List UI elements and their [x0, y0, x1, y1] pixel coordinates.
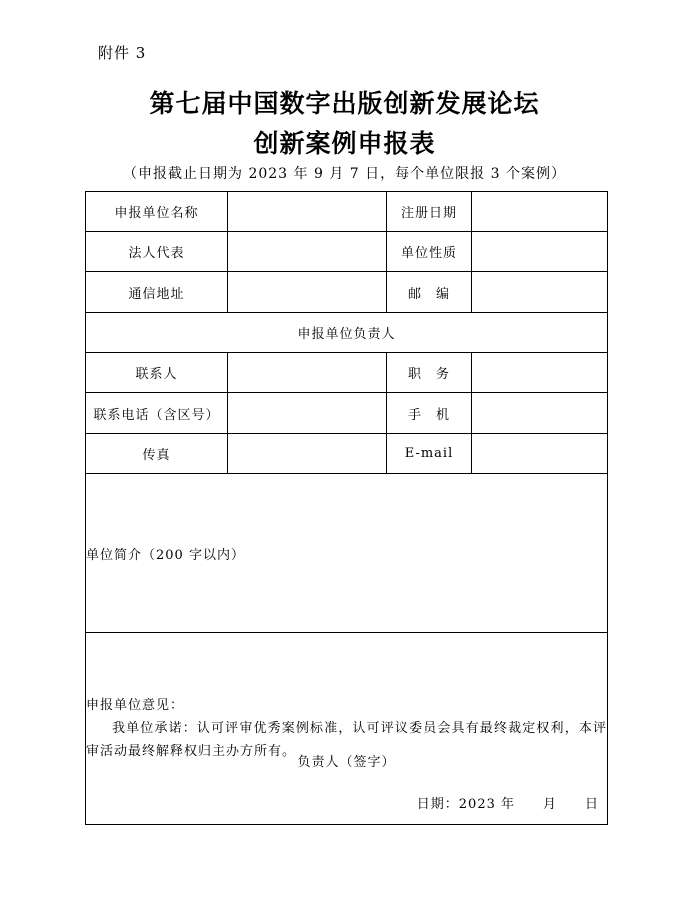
phone-field[interactable] — [228, 393, 387, 434]
row-leader-section — [86, 313, 608, 353]
position-label: 职 务 — [387, 353, 472, 393]
signer-label: 负责人（签字） — [297, 755, 396, 770]
org-intro-cell[interactable] — [86, 474, 608, 633]
fax-label: 传真 — [86, 434, 228, 474]
application-form-table — [85, 191, 608, 825]
row-org-name — [86, 192, 608, 232]
attachment-label: 附件 3 — [98, 44, 147, 62]
address-field[interactable] — [228, 272, 387, 313]
org-type-label: 单位性质 — [387, 232, 472, 272]
opinion-cell — [86, 633, 608, 825]
row-phone — [86, 393, 608, 434]
row-intro — [86, 474, 608, 633]
postcode-label: 邮 编 — [387, 272, 472, 313]
contact-label: 联系人 — [86, 353, 228, 393]
address-label: 通信地址 — [86, 272, 228, 313]
reg-date-label: 注册日期 — [387, 192, 472, 232]
postcode-field[interactable] — [472, 272, 608, 313]
leader-section-label: 申报单位负责人 — [86, 313, 608, 353]
org-type-field[interactable] — [472, 232, 608, 272]
mobile-field[interactable] — [472, 393, 608, 434]
legal-rep-field[interactable] — [228, 232, 387, 272]
sign-date-label: 日期：2023 年 月 日 — [416, 797, 599, 812]
mobile-label: 手 机 — [387, 393, 472, 434]
phone-label: 联系电话（含区号） — [86, 393, 228, 434]
form-title-line-1: 第七届中国数字出版创新发展论坛 — [149, 89, 540, 118]
row-fax — [86, 434, 608, 474]
opinion-heading: 申报单位意见： — [86, 698, 185, 713]
reg-date-field[interactable] — [472, 192, 608, 232]
org-intro-label: 单位简介（200 字以内） — [86, 547, 245, 563]
form-subtitle: （申报截止日期为 2023 年 9 月 7 日，每个单位限报 3 个案例） — [123, 166, 566, 182]
row-address — [86, 272, 608, 313]
form-title-line-2: 创新案例申报表 — [253, 129, 436, 158]
email-label: E-mail — [387, 434, 472, 474]
org-name-label: 申报单位名称 — [86, 192, 228, 232]
row-contact — [86, 353, 608, 393]
email-field[interactable] — [472, 434, 608, 474]
opinion-commitment-text: 我单位承诺：认可评审优秀案例标准，认可评议委员会具有最终裁定权利，本评审活动最终解释权归主办方所有。 — [86, 721, 607, 759]
row-legal-rep — [86, 232, 608, 272]
org-name-field[interactable] — [228, 192, 387, 232]
row-opinion — [86, 633, 608, 825]
fax-field[interactable] — [228, 434, 387, 474]
contact-field[interactable] — [228, 353, 387, 393]
position-field[interactable] — [472, 353, 608, 393]
legal-rep-label: 法人代表 — [86, 232, 228, 272]
